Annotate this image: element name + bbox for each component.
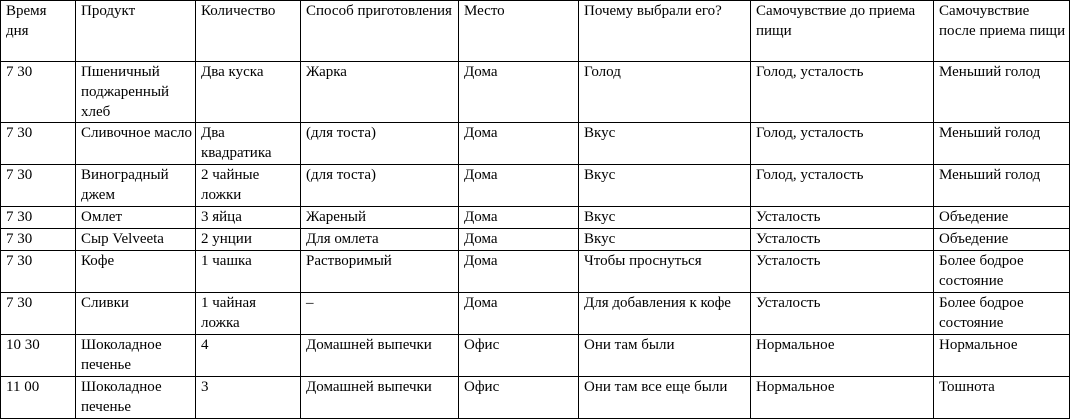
cell-time: 7 30 [1, 207, 76, 229]
header-reason: Почему выбрали его? [579, 1, 751, 62]
header-feeling-before: Самочувствие до приема пищи [751, 1, 934, 62]
cell-preparation: Для омлета [301, 229, 459, 251]
cell-place: Дома [459, 293, 579, 335]
cell-place: Дома [459, 229, 579, 251]
cell-product: Шоколадное печенье [76, 335, 196, 377]
table-row [1, 251, 1070, 293]
cell-feeling-before: Голод, усталость [751, 165, 934, 207]
table-row [1, 335, 1070, 377]
cell-product: Сливки [76, 293, 196, 335]
cell-preparation: (для тоста) [301, 165, 459, 207]
cell-preparation: Домашней выпечки [301, 335, 459, 377]
cell-preparation: Растворимый [301, 251, 459, 293]
cell-preparation: (для тоста) [301, 123, 459, 165]
cell-reason: Вкус [579, 165, 751, 207]
cell-reason: Голод [579, 62, 751, 123]
cell-quantity: 3 [196, 377, 301, 419]
cell-preparation: Жарка [301, 62, 459, 123]
cell-product: Кофе [76, 251, 196, 293]
cell-reason: Чтобы проснуться [579, 251, 751, 293]
header-feeling-after: Самочувствие после приема пищи [934, 1, 1070, 62]
cell-place: Дома [459, 62, 579, 123]
table-row [1, 377, 1070, 419]
cell-feeling-before: Нормальное [751, 335, 934, 377]
cell-preparation: Домашней выпечки [301, 377, 459, 419]
header-product: Продукт [76, 1, 196, 62]
cell-reason: Они там были [579, 335, 751, 377]
cell-feeling-before: Усталость [751, 251, 934, 293]
cell-feeling-before: Нормальное [751, 377, 934, 419]
table-row [1, 62, 1070, 123]
cell-feeling-after: Меньший голод [934, 123, 1070, 165]
cell-time: 11 00 [1, 377, 76, 419]
cell-quantity: 2 чайные ложки [196, 165, 301, 207]
table-row [1, 293, 1070, 335]
cell-time: 7 30 [1, 251, 76, 293]
cell-feeling-after: Меньший голод [934, 165, 1070, 207]
cell-feeling-after: Меньший голод [934, 62, 1070, 123]
cell-time: 7 30 [1, 123, 76, 165]
cell-place: Офис [459, 335, 579, 377]
cell-time: 10 30 [1, 335, 76, 377]
cell-feeling-before: Голод, усталость [751, 123, 934, 165]
cell-feeling-after: Объедение [934, 207, 1070, 229]
cell-reason: Они там все еще были [579, 377, 751, 419]
cell-product: Виноградный джем [76, 165, 196, 207]
cell-quantity: 1 чайная ложка [196, 293, 301, 335]
cell-product: Сыр Velveeta [76, 229, 196, 251]
cell-feeling-before: Усталость [751, 229, 934, 251]
cell-feeling-after: Нормальное [934, 335, 1070, 377]
cell-place: Дома [459, 123, 579, 165]
table-row [1, 165, 1070, 207]
header-row [1, 1, 1070, 62]
header-quantity: Количество [196, 1, 301, 62]
cell-feeling-after: Объедение [934, 229, 1070, 251]
cell-quantity: 3 яйца [196, 207, 301, 229]
cell-feeling-after: Более бодрое состояние [934, 293, 1070, 335]
cell-time: 7 30 [1, 229, 76, 251]
cell-feeling-before: Голод, усталость [751, 62, 934, 123]
cell-quantity: 1 чашка [196, 251, 301, 293]
cell-place: Дома [459, 251, 579, 293]
cell-quantity: 4 [196, 335, 301, 377]
cell-product: Омлет [76, 207, 196, 229]
cell-feeling-before: Усталость [751, 293, 934, 335]
cell-product: Сливочное масло [76, 123, 196, 165]
table-row [1, 229, 1070, 251]
cell-feeling-after: Тошнота [934, 377, 1070, 419]
cell-preparation: – [301, 293, 459, 335]
cell-quantity: 2 унции [196, 229, 301, 251]
cell-time: 7 30 [1, 165, 76, 207]
cell-feeling-before: Усталость [751, 207, 934, 229]
cell-quantity: Два куска [196, 62, 301, 123]
cell-product: Шоколадное печенье [76, 377, 196, 419]
cell-feeling-after: Более бодрое состояние [934, 251, 1070, 293]
header-place: Место [459, 1, 579, 62]
cell-product: Пшеничный поджаренный хлеб [76, 62, 196, 123]
cell-place: Офис [459, 377, 579, 419]
cell-reason: Вкус [579, 123, 751, 165]
cell-place: Дома [459, 207, 579, 229]
cell-time: 7 30 [1, 62, 76, 123]
table-row [1, 123, 1070, 165]
cell-time: 7 30 [1, 293, 76, 335]
table-row [1, 207, 1070, 229]
header-preparation: Способ приготовления [301, 1, 459, 62]
cell-quantity: Два квадратика [196, 123, 301, 165]
cell-preparation: Жареный [301, 207, 459, 229]
cell-reason: Для добавления к кофе [579, 293, 751, 335]
cell-reason: Вкус [579, 229, 751, 251]
cell-reason: Вкус [579, 207, 751, 229]
header-time: Время дня [1, 1, 76, 62]
cell-place: Дома [459, 165, 579, 207]
